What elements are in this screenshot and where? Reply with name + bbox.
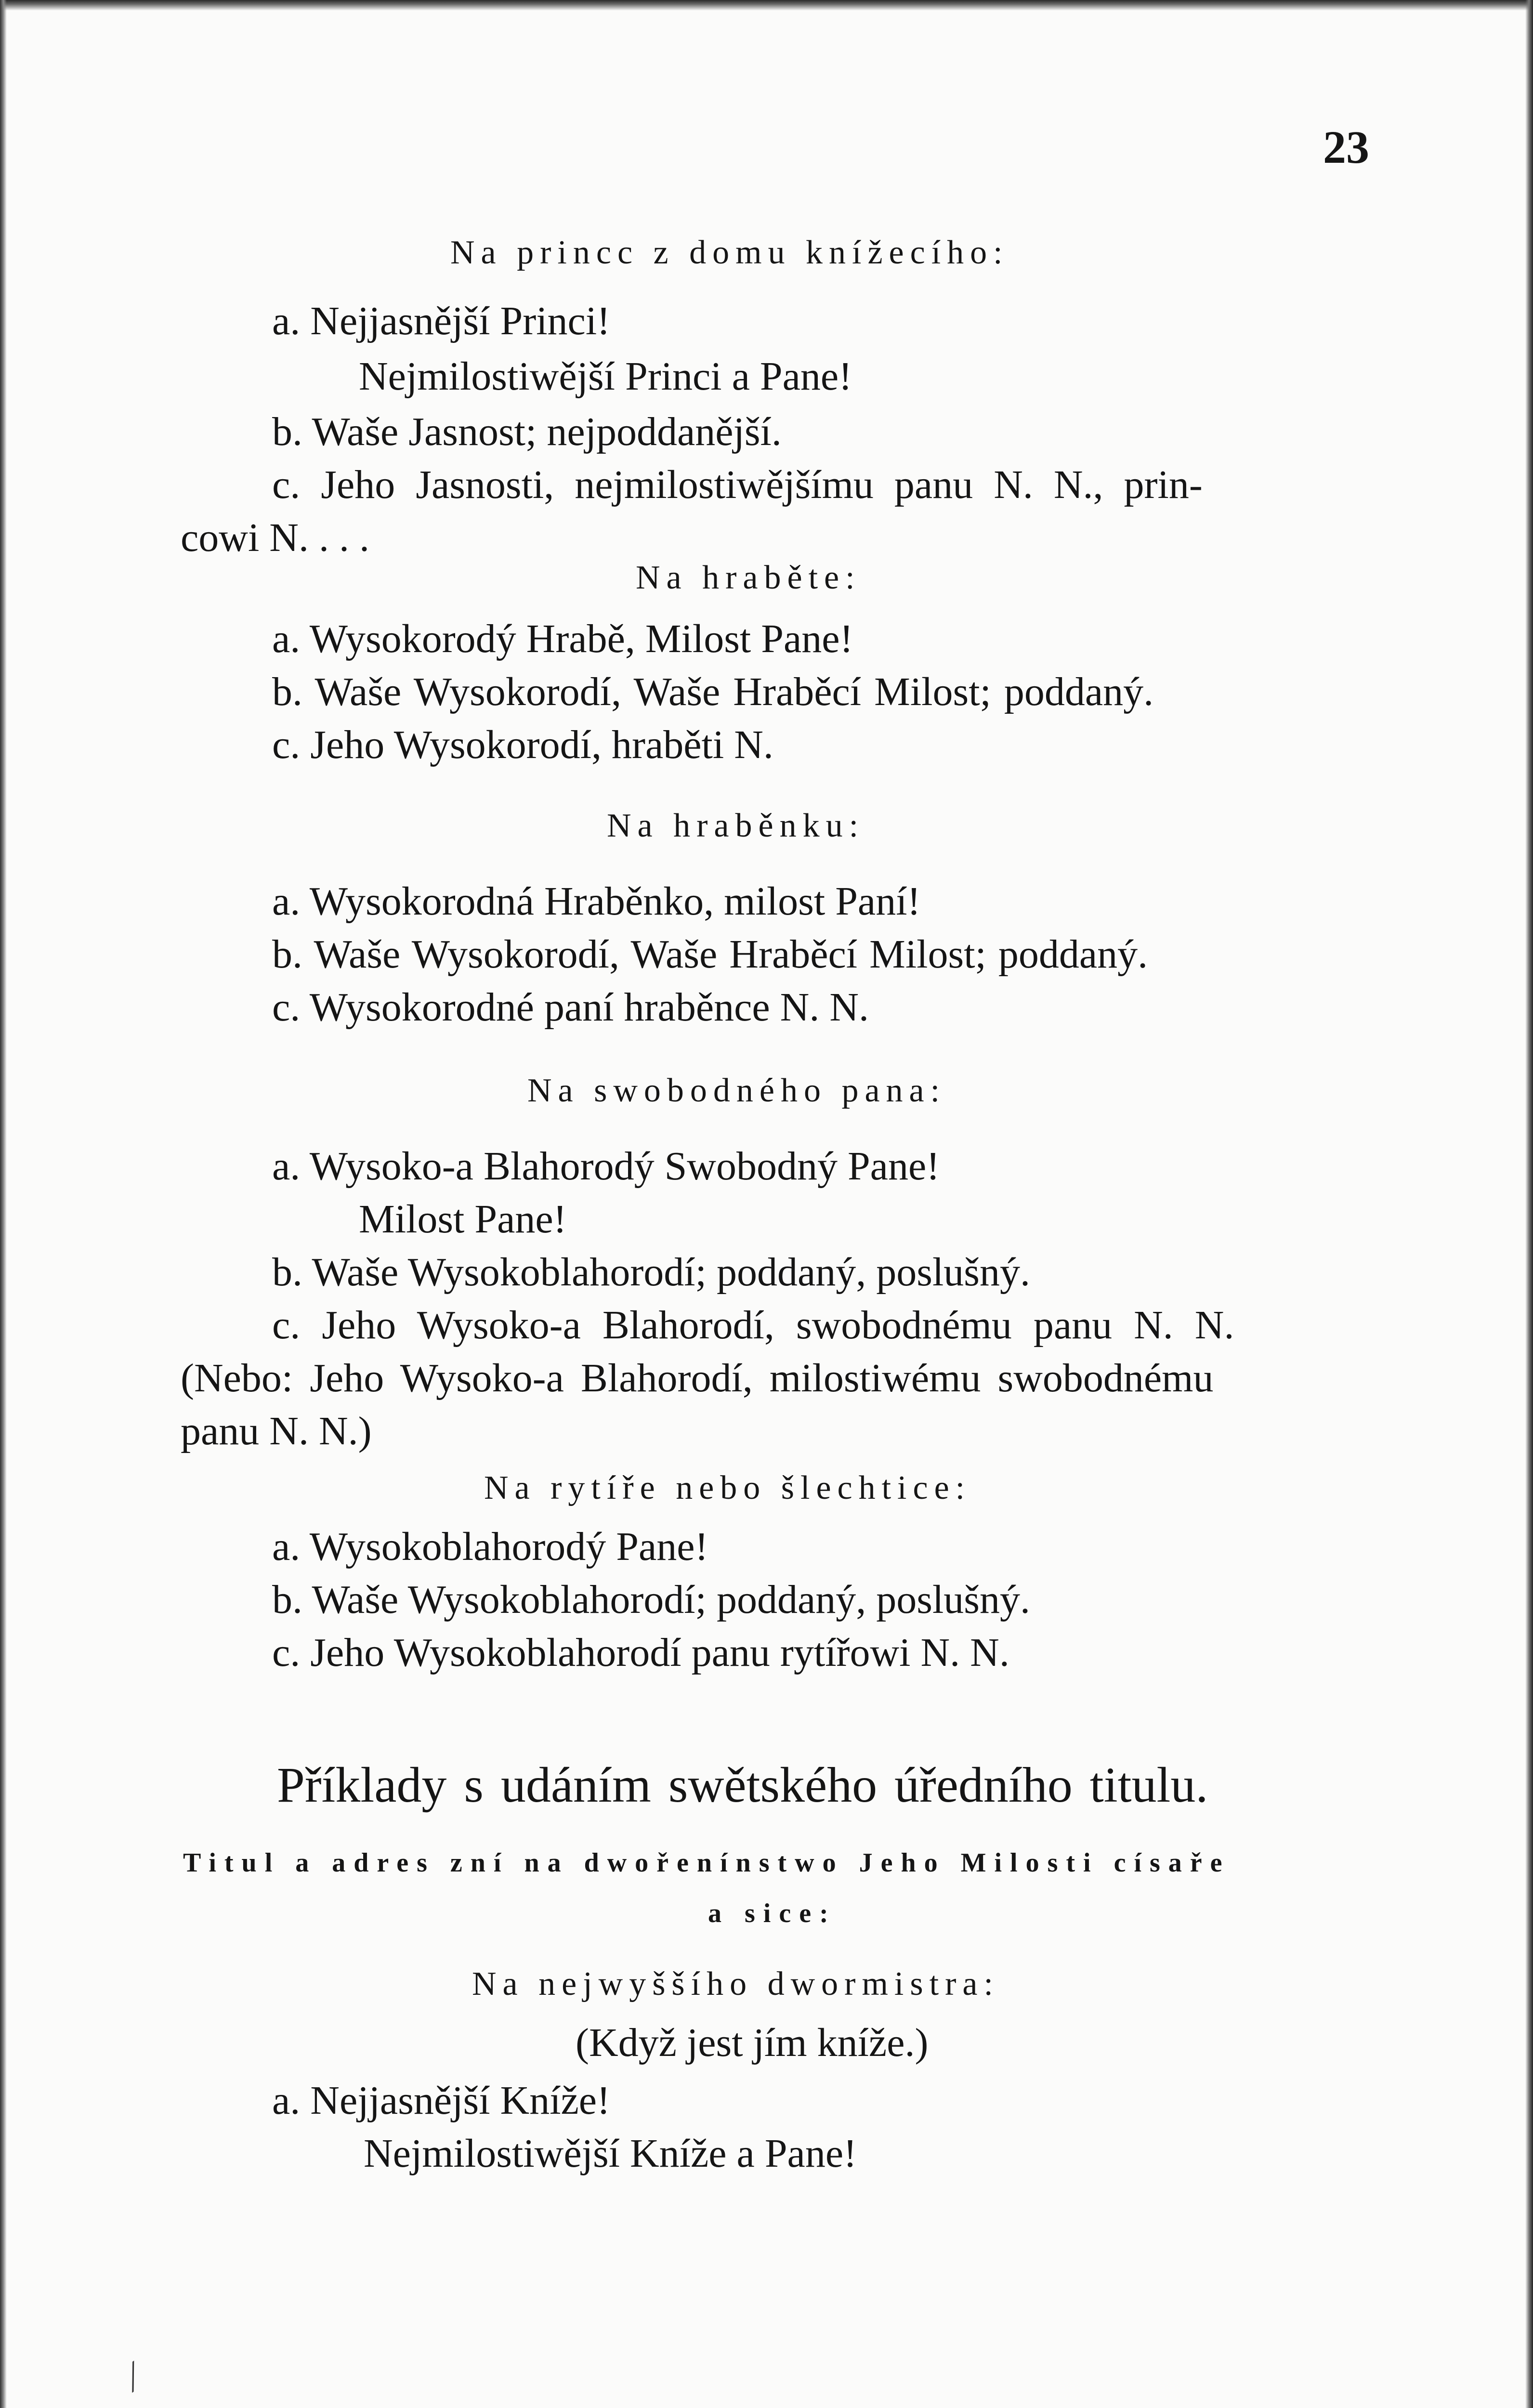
text-note: (Když jest jím kníže.) (576, 2020, 929, 2065)
scan-edge-top (0, 0, 1533, 11)
text-line: c. Jeho Wysokoblahorodí panu rytířowi N. N. (272, 1630, 1009, 1675)
text-line: b. Waše Wysokorodí, Waše Hraběcí Milost; poddaný. (272, 669, 1154, 714)
intro-line: Titul a adres zní na dwořenínstwo Jeho Milosti císaře (183, 1848, 1231, 1878)
text-line: c. Jeho Wysokorodí, hraběti N. (272, 722, 773, 767)
text-line: a. Nejjasnější Kníže! (272, 2078, 611, 2123)
text-line: c. Wysokorodné paní hraběnce N. N. (272, 985, 869, 1030)
text-line: a. Wysokorodý Hrabě, Milost Pane! (272, 616, 853, 661)
text-line: c. Jeho Wysoko-a Blahorodí, swobodnému panu N. N. (272, 1303, 1234, 1348)
section-heading-baron: Na swobodného pana: (527, 1072, 946, 1109)
scan-edge-right (1525, 0, 1533, 2408)
page-number: 23 (1323, 121, 1369, 173)
text-line: cowi N. . . . (181, 515, 369, 560)
text-line: Nejmilostiwější Kníže a Pane! (364, 2131, 857, 2176)
text-line: a. Wysoko-a Blahorodý Swobodný Pane! (272, 1144, 940, 1189)
scan-edge-left (0, 0, 7, 2408)
section-heading-high-steward: Na nejwyššího dwormistra: (472, 1965, 999, 2002)
section-heading-countess: Na hraběnku: (607, 807, 865, 844)
text-line: b. Waše Wysokorodí, Waše Hraběcí Milost; poddaný. (272, 932, 1148, 977)
text-line: b. Waše Jasnost; nejpoddanější. (272, 409, 782, 454)
text-line: (Nebo: Jeho Wysoko-a Blahorodí, milostiwému swobodnému (181, 1356, 1214, 1400)
text-line: Nejmilostiwější Princi a Pane! (359, 354, 852, 399)
text-line: Milost Pane! (359, 1197, 567, 1242)
section-heading-count: Na hraběte: (636, 559, 861, 596)
text-line: a. Wysokorodná Hraběnko, milost Paní! (272, 879, 921, 924)
section-heading-prince: Na princc z domu knížecího: (450, 234, 1009, 271)
text-line: panu N. N.) (181, 1409, 372, 1453)
text-line: b. Waše Wysokoblahorodí; poddaný, poslušný. (272, 1577, 1030, 1622)
section-heading-knight: Na rytíře nebo šlechtice: (484, 1469, 971, 1506)
text-line: b. Waše Wysokoblahorodí; poddaný, poslušný. (272, 1250, 1030, 1295)
text-line: c. Jeho Jasnosti, nejmilostiwějšímu panu N. N., prin- (272, 462, 1203, 507)
section-title: Příklady s udáním swětského úředního titulu. (277, 1757, 1208, 1813)
text-line: a. Wysokoblahorodý Pane! (272, 1524, 708, 1569)
text-line: a. Nejjasnější Princi! (272, 299, 611, 343)
ink-blot-icon: ⁄ (118, 2357, 148, 2396)
intro-line: a sice: (708, 1898, 837, 1928)
